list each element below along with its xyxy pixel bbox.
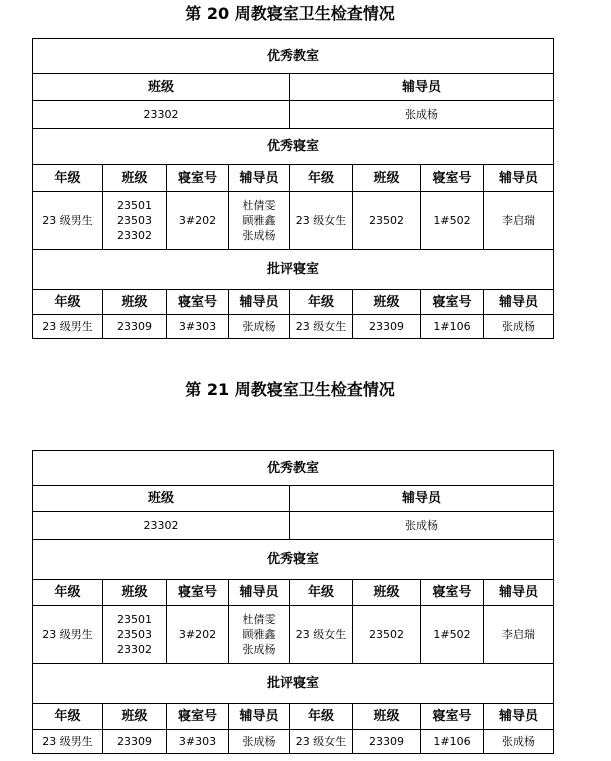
dorm-grade-cell: 23 级女生 (290, 192, 353, 250)
dorm-tutor-line: 张成杨 (242, 229, 276, 242)
dorm-header-grade: 年级 (290, 580, 353, 606)
dorm-class-cell: 23502 (353, 606, 421, 664)
dorm-room-cell: 3#202 (167, 606, 229, 664)
dorm-room-cell: 1#502 (421, 606, 484, 664)
dorm-tutor-cell: 李启瑞 (484, 192, 554, 250)
crit-header-class: 班级 (353, 290, 421, 315)
crit-header-room: 寝室号 (421, 290, 484, 315)
excellent-dorm-heading: 优秀寝室 (33, 129, 554, 165)
crit-tutor-cell: 张成杨 (484, 730, 554, 754)
dorm-tutor-line: 杜倩雯 (242, 199, 276, 212)
dorm-header-grade: 年级 (290, 165, 353, 192)
dorm-class-line: 23302 (117, 229, 152, 242)
dorm-header-class: 班级 (103, 580, 167, 606)
dorm-tutor-line: 杜倩雯 (242, 613, 276, 626)
dorm-header-tutor: 辅导员 (484, 165, 554, 192)
dorm-class-line: 23503 (117, 628, 152, 641)
week-21-table (32, 450, 554, 754)
dorm-header-class: 班级 (353, 580, 421, 606)
crit-header-class: 班级 (103, 290, 167, 315)
crit-header-room: 寝室号 (167, 290, 229, 315)
dorm-header-room: 寝室号 (167, 580, 229, 606)
crit-header-room: 寝室号 (421, 704, 484, 730)
dorm-room-cell: 1#502 (421, 192, 484, 250)
crit-header-room: 寝室号 (167, 704, 229, 730)
dorm-header-tutor: 辅导员 (229, 165, 290, 192)
dorm-tutor-line: 顾雅鑫 (242, 214, 276, 227)
crit-grade-cell: 23 级女生 (290, 315, 353, 339)
dorm-header-room: 寝室号 (421, 580, 484, 606)
crit-room-cell: 1#106 (421, 315, 484, 339)
dorm-tutor-cell (229, 192, 290, 250)
crit-class-cell: 23309 (103, 730, 167, 754)
dorm-class-line: 23503 (117, 214, 152, 227)
crit-room-cell: 1#106 (421, 730, 484, 754)
crit-room-cell: 3#303 (167, 315, 229, 339)
crit-class-cell: 23309 (353, 315, 421, 339)
dorm-class-cell: 23502 (353, 192, 421, 250)
crit-header-tutor: 辅导员 (229, 704, 290, 730)
week-20-title: 第 20 周教寝室卫生检查情况 (185, 4, 395, 23)
classroom-class-value: 23302 (33, 101, 290, 129)
crit-header-class: 班级 (353, 704, 421, 730)
crit-class-cell: 23309 (103, 315, 167, 339)
crit-tutor-cell: 张成杨 (229, 730, 290, 754)
classroom-tutor-header: 辅导员 (290, 74, 554, 101)
criticized-dorm-heading: 批评寝室 (33, 250, 554, 290)
excellent-dorm-heading: 优秀寝室 (33, 540, 554, 580)
classroom-tutor-header: 辅导员 (290, 486, 554, 512)
dorm-tutor-line: 顾雅鑫 (242, 628, 276, 641)
crit-header-grade: 年级 (290, 290, 353, 315)
crit-tutor-cell: 张成杨 (229, 315, 290, 339)
dorm-class-cell (103, 192, 167, 250)
classroom-class-header: 班级 (33, 74, 290, 101)
crit-header-grade: 年级 (33, 704, 103, 730)
dorm-tutor-line: 张成杨 (242, 643, 276, 656)
dorm-header-class: 班级 (103, 165, 167, 192)
excellent-classroom-heading: 优秀教室 (33, 451, 554, 486)
dorm-header-tutor: 辅导员 (229, 580, 290, 606)
crit-grade-cell: 23 级男生 (33, 730, 103, 754)
dorm-grade-cell: 23 级男生 (33, 192, 103, 250)
crit-header-tutor: 辅导员 (484, 290, 554, 315)
dorm-header-grade: 年级 (33, 580, 103, 606)
classroom-class-header: 班级 (33, 486, 290, 512)
crit-header-class: 班级 (103, 704, 167, 730)
dorm-header-class: 班级 (353, 165, 421, 192)
crit-class-cell: 23309 (353, 730, 421, 754)
week-21-title: 第 21 周教寝室卫生检查情况 (185, 380, 395, 399)
dorm-header-grade: 年级 (33, 165, 103, 192)
criticized-dorm-heading: 批评寝室 (33, 664, 554, 704)
crit-grade-cell: 23 级女生 (290, 730, 353, 754)
crit-header-tutor: 辅导员 (484, 704, 554, 730)
dorm-class-line: 23501 (117, 199, 152, 212)
dorm-grade-cell: 23 级男生 (33, 606, 103, 664)
crit-room-cell: 3#303 (167, 730, 229, 754)
crit-header-tutor: 辅导员 (229, 290, 290, 315)
week-20-table (32, 38, 554, 339)
crit-header-grade: 年级 (33, 290, 103, 315)
classroom-tutor-value: 张成杨 (290, 101, 554, 129)
dorm-class-cell (103, 606, 167, 664)
crit-header-grade: 年级 (290, 704, 353, 730)
classroom-class-value: 23302 (33, 512, 290, 540)
dorm-header-room: 寝室号 (421, 165, 484, 192)
dorm-class-line: 23302 (117, 643, 152, 656)
dorm-room-cell: 3#202 (167, 192, 229, 250)
excellent-classroom-heading: 优秀教室 (33, 39, 554, 74)
dorm-tutor-cell: 李启瑞 (484, 606, 554, 664)
crit-grade-cell: 23 级男生 (33, 315, 103, 339)
classroom-tutor-value: 张成杨 (290, 512, 554, 540)
dorm-grade-cell: 23 级女生 (290, 606, 353, 664)
dorm-tutor-cell (229, 606, 290, 664)
crit-tutor-cell: 张成杨 (484, 315, 554, 339)
dorm-class-line: 23501 (117, 613, 152, 626)
dorm-header-tutor: 辅导员 (484, 580, 554, 606)
dorm-header-room: 寝室号 (167, 165, 229, 192)
